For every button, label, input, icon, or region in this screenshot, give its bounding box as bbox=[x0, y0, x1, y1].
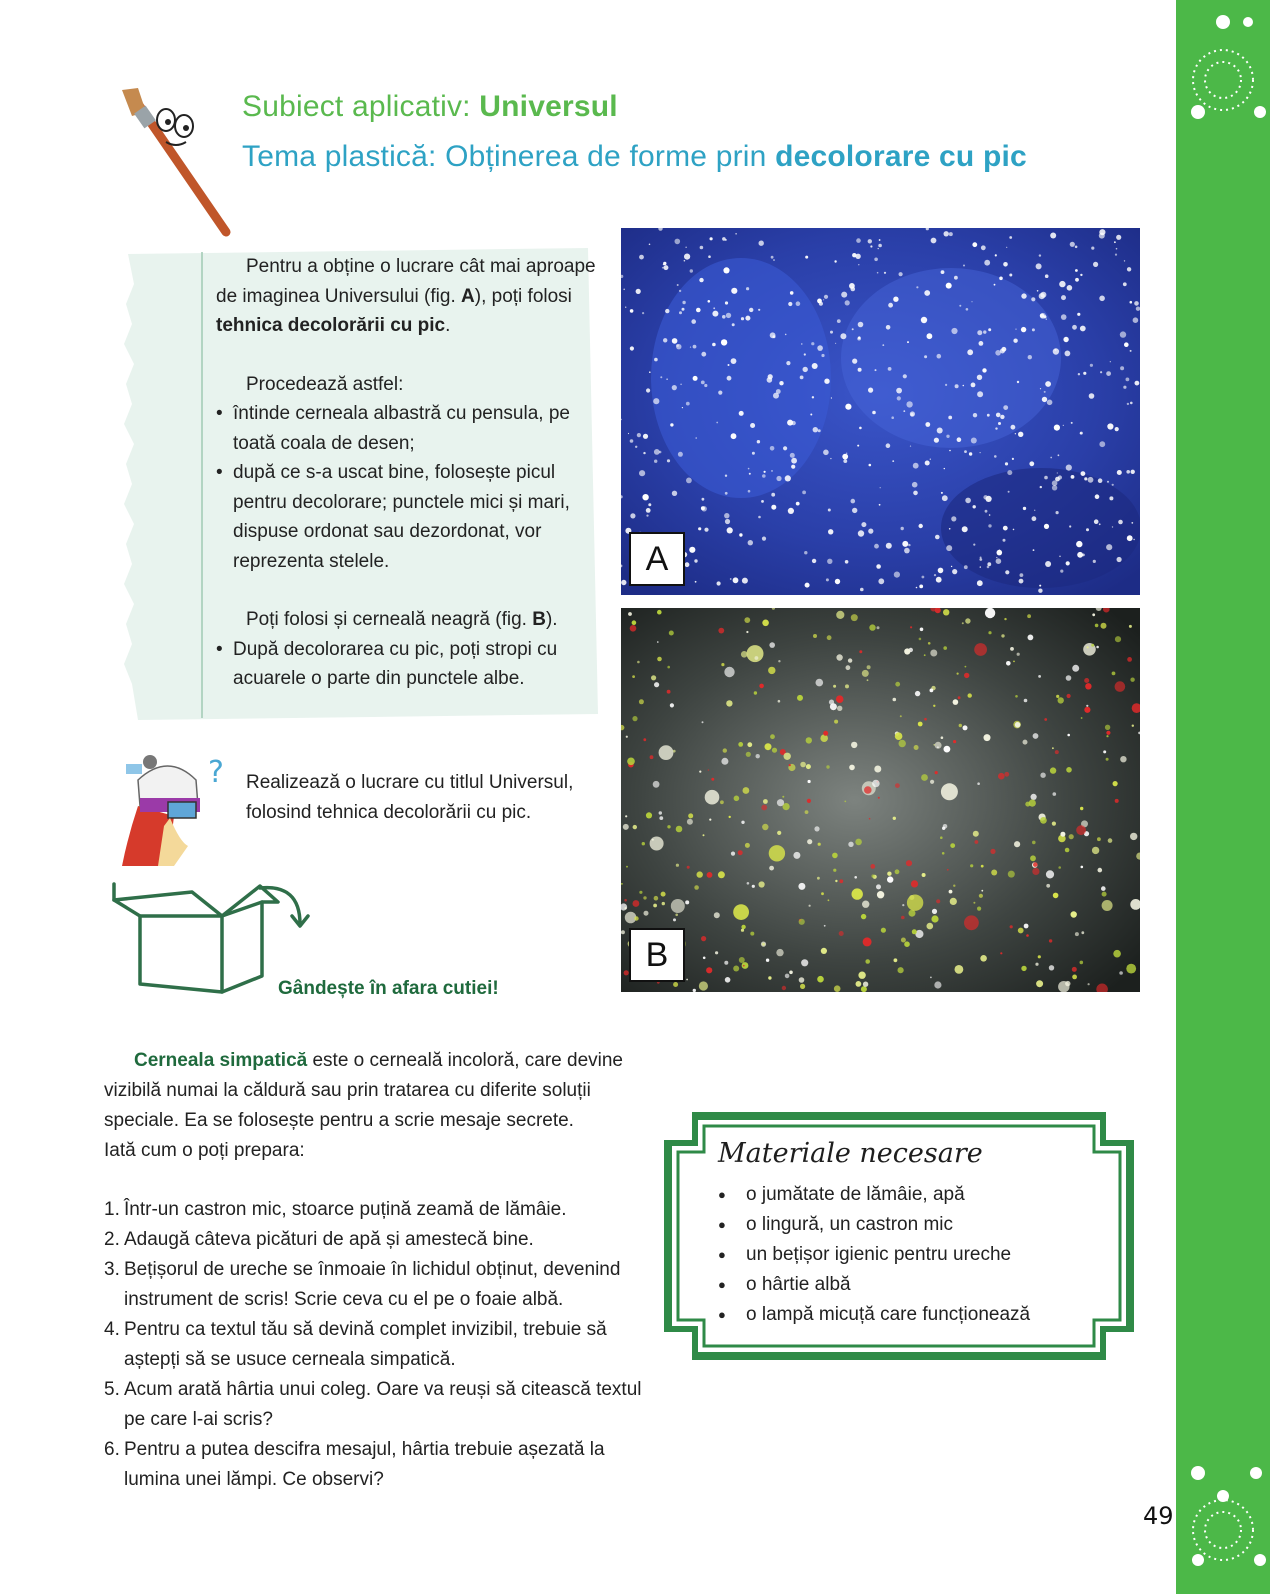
materials-item: ● o jumătate de lămâie, apă bbox=[716, 1180, 1030, 1210]
ink-steps bbox=[104, 1195, 649, 1495]
side-strip bbox=[1176, 0, 1270, 1594]
ink-step: 2. Adaugă câteva picături de apă și amestecă bine. bbox=[104, 1229, 534, 1250]
brush-mascot-icon bbox=[108, 86, 238, 238]
materials-title: Materiale necesare bbox=[718, 1138, 983, 1169]
panel-procedure: Procedează astfel: bbox=[246, 373, 404, 395]
ink-definition: Cerneala simpatică este o cerneală incoloră, care devine vizibilă numai la căldură sau prin tratarea cu diferite soluții speciale. Ea se folosește pentru a scrie mesaje secrete. bbox=[104, 1050, 624, 1131]
materials-item: ● o hârtie albă bbox=[716, 1270, 1030, 1300]
panel-intro: Pentru a obține o lucrare cât mai aproape de imaginea Universului (fig. A), poți folosi tehnica decolorării cu pic. bbox=[216, 256, 596, 336]
panel-bullet: • după ce s-a uscat bine, folosește picul pentru decolorare; punctele mici și mari, dispuse ordonat sau dezordonat, vor reprezenta stelele. bbox=[216, 458, 596, 576]
panel-bullet: • După decolorarea cu pic, poți stropi cu acuarele o parte din punctele albe. bbox=[216, 635, 596, 694]
strip-decoration bbox=[1176, 0, 1270, 1594]
materials-item: ● un bețișor igienic pentru ureche bbox=[716, 1240, 1030, 1270]
panel-text bbox=[216, 252, 596, 694]
panel-bullet: • întinde cerneala albastră cu pensula, pe toată coala de desen; bbox=[216, 399, 596, 458]
svg-text:?: ? bbox=[208, 755, 224, 790]
figure-b-label: B bbox=[629, 928, 685, 982]
figure-b-photo bbox=[621, 608, 1140, 992]
theme-title bbox=[242, 140, 1027, 174]
thinking-girl-icon bbox=[118, 746, 230, 868]
ink-step: 5. Acum arată hârtia unui coleg. Oare va reuși să citească textul pe care l-ai scris? bbox=[104, 1379, 642, 1430]
dark-universe-image bbox=[621, 608, 1140, 992]
ink-how: Iată cum o poți prepara: bbox=[104, 1140, 305, 1161]
materials-item: ● o lampă micuță care funcționează bbox=[716, 1300, 1030, 1330]
ink-step: 6. Pentru a putea descifra mesajul, hârtia trebuie așezată la lumina unei lămpi. Ce observi? bbox=[104, 1439, 605, 1490]
think-outside-box: Gândește în afara cutiei! bbox=[278, 978, 499, 999]
theme-label: Tema plastică: Obținerea de forme prin bbox=[242, 140, 776, 173]
ink-step: 1. Într-un castron mic, stoarce puțină zeamă de lămâie. bbox=[104, 1199, 567, 1220]
task-text: Realizează o lucrare cu titlul Universul, folosind tehnica decolorării cu pic. bbox=[246, 772, 574, 823]
figure-a-label: A bbox=[629, 532, 685, 586]
ink-step: 4. Pentru ca textul tău să devină complet invizibil, trebuie să aștepți să se usuce cerneala simpatică. bbox=[104, 1319, 607, 1370]
materials-list bbox=[716, 1180, 1030, 1330]
blue-universe-image bbox=[621, 228, 1140, 595]
subject-value: Universul bbox=[479, 90, 618, 123]
ink-step: 3. Bețișorul de ureche se înmoaie în lichidul obținut, devenind instrument de scris! Scrie ceva cu el pe o foaie albă. bbox=[104, 1259, 621, 1310]
figure-a-photo bbox=[621, 228, 1140, 595]
ink-section bbox=[104, 1046, 649, 1495]
materials-item: ● o lingură, un castron mic bbox=[716, 1210, 1030, 1240]
theme-value: decolorare cu pic bbox=[775, 140, 1027, 173]
subject-label: Subiect aplicativ: bbox=[242, 90, 480, 123]
panel-black-ink: Poți folosi și cerneală neagră (fig. B). bbox=[246, 609, 558, 630]
page-number: 49 bbox=[1143, 1502, 1174, 1530]
subject-title bbox=[242, 90, 618, 124]
